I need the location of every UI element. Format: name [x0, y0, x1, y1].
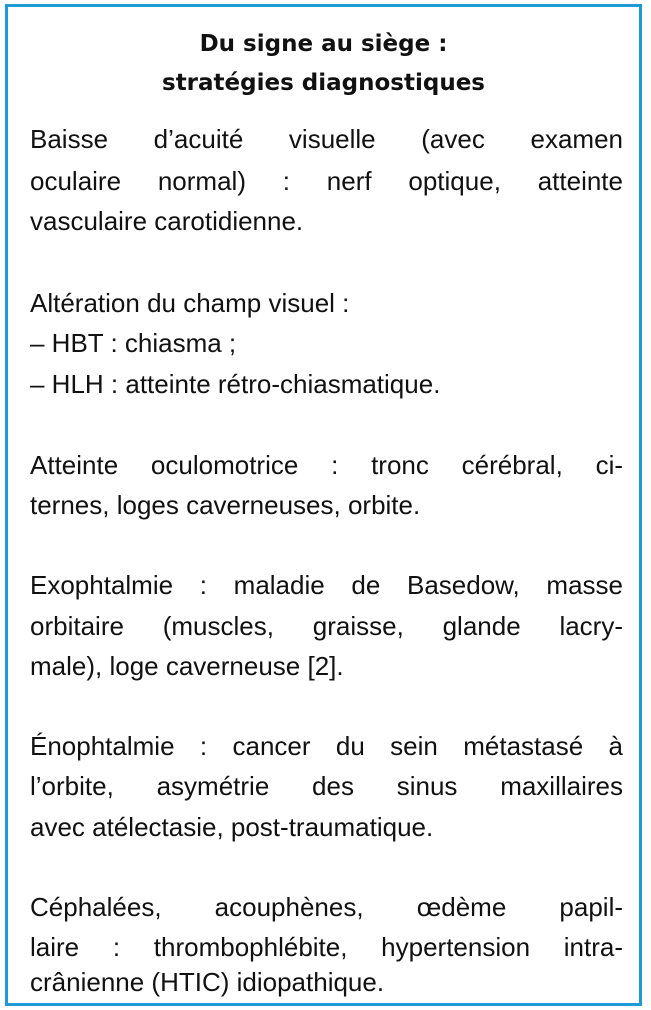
text-line: crânienne (HTIC) idiopathique.: [30, 967, 385, 997]
text-line: Énophtalmie : cancer du sein métastasé à: [30, 731, 623, 761]
text-line: ternes, loges caverneuses, orbite.: [30, 490, 421, 520]
info-box: [5, 4, 642, 1006]
text-line: vasculaire carotidienne.: [30, 206, 304, 236]
text-line: Altération du champ visuel :: [30, 288, 350, 318]
text-line: male), loge caverneuse [2].: [30, 651, 344, 681]
text-line: l’orbite, asymétrie des sinus maxillaires: [30, 771, 623, 801]
text-line: Atteinte oculomotrice : tronc cérébral, ci-: [30, 450, 623, 480]
box-title-line-1: Du signe au siège :: [199, 31, 448, 57]
box-title-line-2: stratégies diagnostiques: [162, 70, 485, 96]
text-line: laire : thrombophlébite, hypertension intra-: [30, 932, 623, 962]
text-line: oculaire normal) : nerf optique, atteinte: [30, 166, 623, 196]
text-line: Exophtalmie : maladie de Basedow, masse: [30, 570, 623, 600]
list-item: – HBT : chiasma ;: [30, 328, 237, 358]
text-line: Baisse d’acuité visuelle (avec examen: [30, 124, 623, 154]
list-item: – HLH : atteinte rétro-chiasmatique.: [30, 369, 441, 399]
text-line: avec atélectasie, post-traumatique.: [30, 812, 434, 842]
text-line: Céphalées, acouphènes, œdème papil-: [30, 892, 623, 922]
text-line: orbitaire (muscles, graisse, glande lacry-: [30, 611, 623, 641]
